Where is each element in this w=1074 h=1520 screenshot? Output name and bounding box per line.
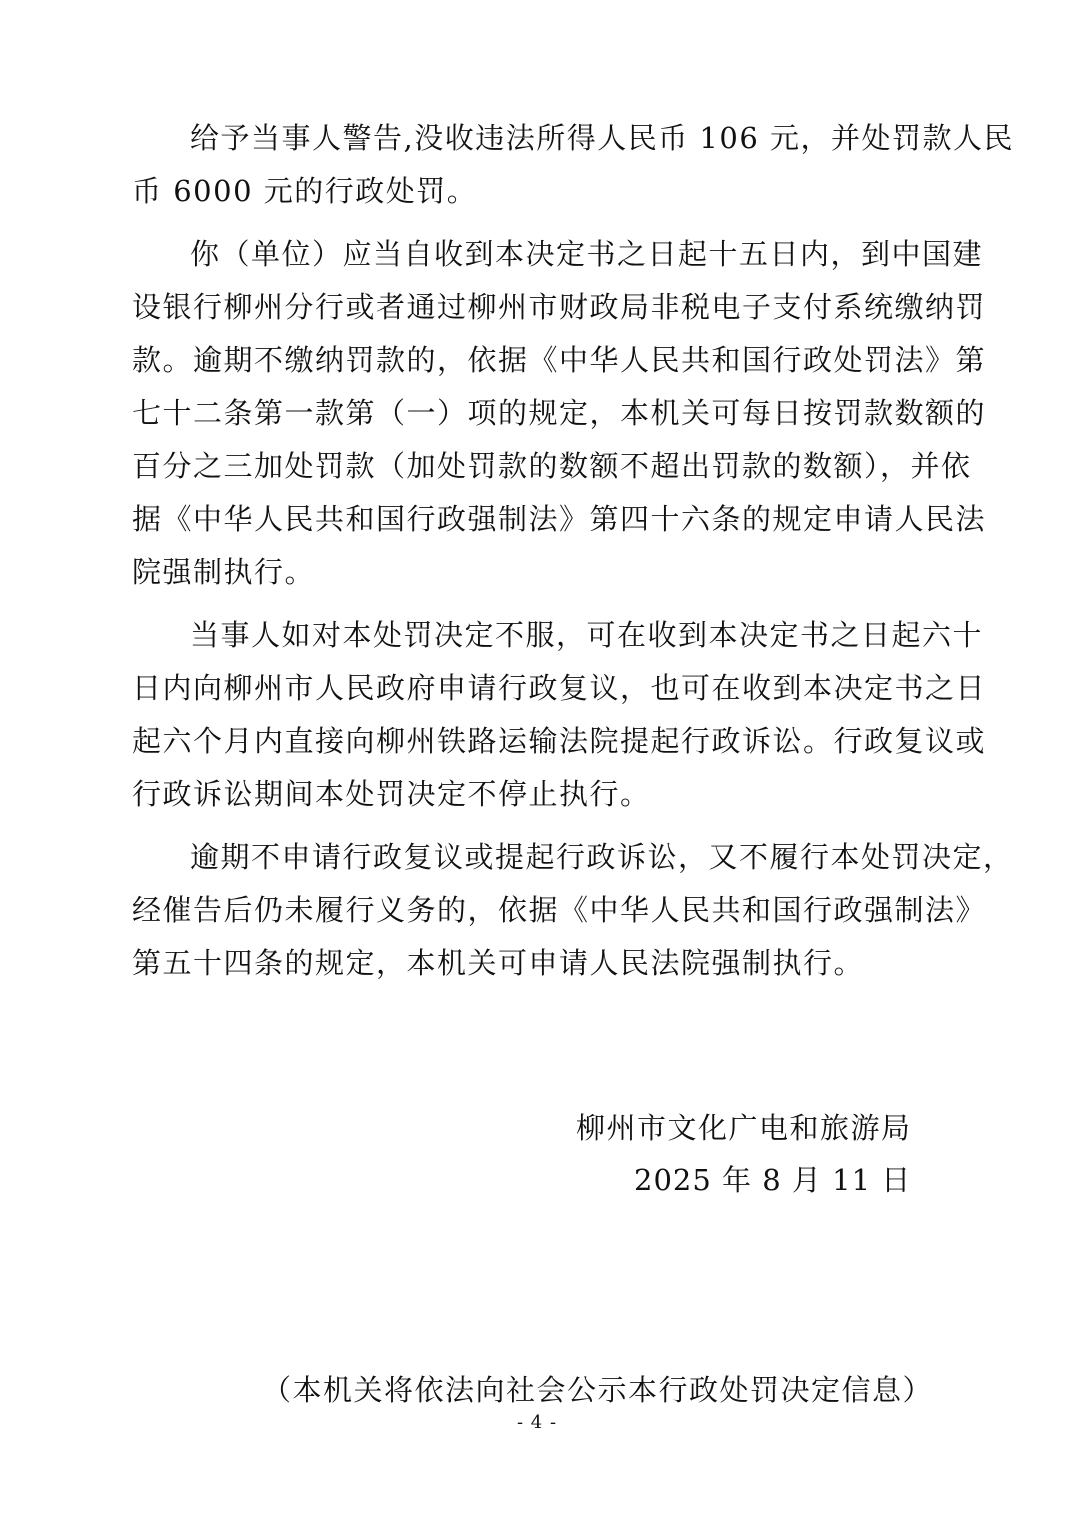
paragraph-payment (132, 228, 987, 599)
text-line: 款。逾期不缴纳罚款的，依据《中华人民共和国行政处罚法》第 (132, 343, 987, 377)
text-line: 七十二条第一款第（一）项的规定，本机关可每日按罚款数额的 (132, 396, 987, 430)
signature-organization: 柳州市文化广电和旅游局 (576, 1111, 912, 1145)
text-line: 币 6000 元的行政处罚。 (132, 174, 478, 208)
text-line: 设银行柳州分行或者通过柳州市财政局非税电子支付系统缴纳罚 (132, 290, 987, 324)
paragraph-enforcement (132, 831, 1014, 990)
text-line: 经催告后仍未履行义务的，依据《中华人民共和国行政强制法》 (132, 893, 987, 927)
page-number: - 4 - (516, 1412, 558, 1433)
text-line: 据《中华人民共和国行政强制法》第四十六条的规定申请人民法 (132, 502, 987, 536)
text-line: 起六个月内直接向柳州铁路运输法院提起行政诉讼。行政复议或 (132, 724, 987, 758)
paragraph-penalty (132, 112, 1015, 218)
text-line: 日内向柳州市人民政府申请行政复议，也可在收到本决定书之日 (132, 671, 987, 705)
signature-date: 2025 年 8 月 11 日 (634, 1163, 912, 1197)
text-line: 当事人如对本处罚决定不服，可在收到本决定书之日起六十 (190, 618, 984, 652)
document-body (132, 112, 1015, 990)
paragraph-appeal (132, 609, 987, 821)
publication-notice: （本机关将依法向社会公示本行政处罚决定信息） (262, 1373, 934, 1407)
text-line: 逾期不申请行政复议或提起行政诉讼，又不履行本处罚决定， (190, 840, 1014, 874)
text-line: 第五十四条的规定，本机关可申请人民法院强制执行。 (132, 946, 865, 980)
text-line: 百分之三加处罚款（加处罚款的数额不超出罚款的数额），并依 (132, 449, 972, 483)
text-line: 院强制执行。 (132, 555, 316, 589)
text-line: 给予当事人警告,没收违法所得人民币 106 元，并处罚款人民 (190, 121, 1015, 155)
text-line: 你（单位）应当自收到本决定书之日起十五日内，到中国建 (190, 237, 984, 271)
text-line: 行政诉讼期间本处罚决定不停止执行。 (132, 777, 651, 811)
